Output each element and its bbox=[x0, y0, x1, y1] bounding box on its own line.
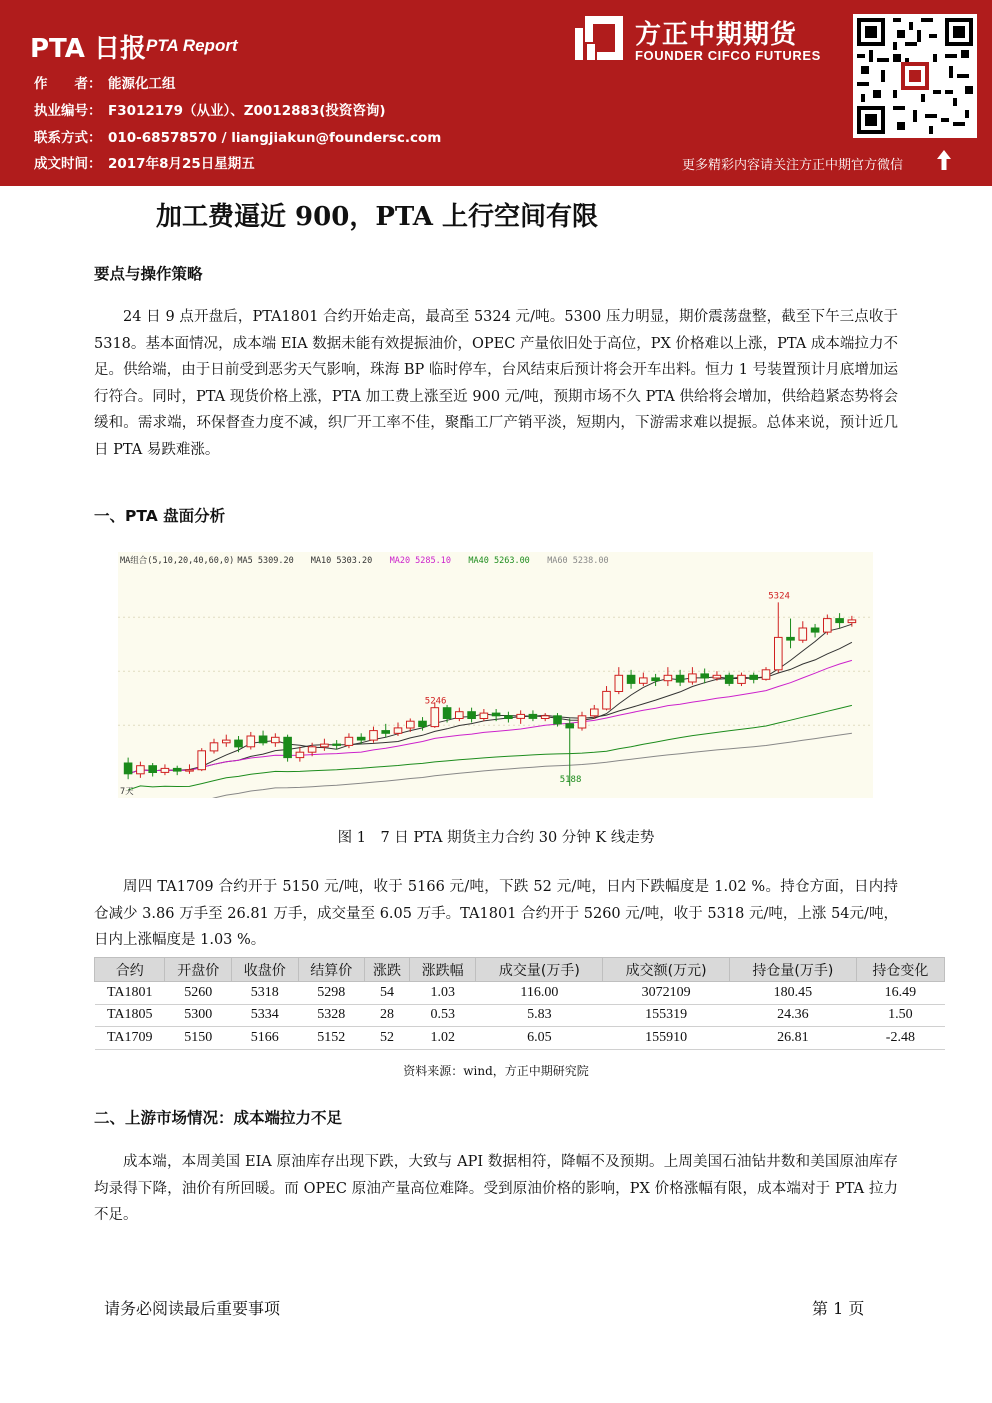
kline-chart-svg bbox=[118, 552, 873, 798]
table-cell: 155319 bbox=[603, 1004, 730, 1027]
date-line bbox=[34, 152, 255, 172]
candle-body bbox=[775, 637, 783, 669]
candle-body bbox=[762, 670, 770, 680]
table-header-cell: 持仓量(万手) bbox=[729, 958, 856, 982]
table-cell: 52 bbox=[365, 1027, 410, 1050]
table-row bbox=[95, 1027, 945, 1050]
candle-body bbox=[308, 747, 316, 752]
candle-body bbox=[173, 768, 181, 771]
wechat-qr-code[interactable] bbox=[853, 14, 977, 138]
table-cell: 1.50 bbox=[856, 1004, 944, 1027]
report-type-title: PTA 日报 bbox=[30, 34, 146, 64]
candle-body bbox=[468, 712, 476, 719]
candle-body bbox=[505, 716, 513, 719]
candle-body bbox=[272, 737, 280, 742]
candle-body bbox=[247, 736, 255, 747]
table-cell: TA1709 bbox=[95, 1027, 165, 1050]
candle-body bbox=[664, 675, 672, 680]
candle-body bbox=[149, 766, 157, 773]
candle-body bbox=[357, 737, 365, 740]
candle-body bbox=[517, 714, 525, 718]
table-cell: 5152 bbox=[298, 1027, 365, 1050]
table-row bbox=[95, 1004, 945, 1027]
section2-heading: 二、上游市场情况：成本端拉力不足 bbox=[94, 1109, 343, 1127]
candle-body bbox=[456, 712, 464, 719]
table-cell: 54 bbox=[365, 982, 410, 1005]
table-cell: 6.05 bbox=[476, 1027, 603, 1050]
table-row bbox=[95, 982, 945, 1005]
contact-value[interactable]: 010-68578570 / liangjiakun@foundersc.com bbox=[108, 130, 442, 146]
table-header-cell: 合约 bbox=[95, 958, 165, 982]
logo-text-en: FOUNDER CIFCO FUTURES bbox=[635, 48, 821, 63]
table-cell: 3072109 bbox=[603, 982, 730, 1005]
table-cell: 5328 bbox=[298, 1004, 365, 1027]
candle-body bbox=[198, 751, 206, 770]
table-header-cell: 收盘价 bbox=[232, 958, 299, 982]
candle-body bbox=[603, 691, 611, 709]
candle-body bbox=[382, 731, 390, 734]
candle-body bbox=[554, 716, 562, 724]
table-cell: 1.02 bbox=[409, 1027, 476, 1050]
candle-body bbox=[333, 744, 341, 745]
report-type-subtitle: PTA Report bbox=[146, 36, 238, 55]
price-annotation: 5246 bbox=[424, 696, 447, 707]
author-value: 能源化工组 bbox=[108, 76, 176, 92]
candle-body bbox=[492, 713, 500, 716]
section2-paragraph: 成本端，本周美国 EIA 原油库存出现下跌，大致与 API 数据相符，降幅不及预期。上周美国石油钻井数和美国原油库存均录得下降，油价有所回暖。而 OPEC 原油产量高位难降。受到原油价格的影响，PX 价格涨幅有限，成本端对于 PTA 拉力不足。 bbox=[94, 1154, 898, 1224]
table-header-cell: 涨跌 bbox=[365, 958, 410, 982]
table-cell: 5298 bbox=[298, 982, 365, 1005]
candle-body bbox=[541, 716, 549, 719]
report-title: 加工费逼近 900，PTA 上行空间有限 bbox=[156, 202, 599, 232]
candle-body bbox=[566, 724, 574, 728]
date-value: 2017年8月25日星期五 bbox=[108, 156, 255, 172]
candle-body bbox=[370, 731, 378, 741]
table-cell: 116.00 bbox=[476, 982, 603, 1005]
candle-body bbox=[848, 620, 856, 623]
legend-item: MA40 5263.00 bbox=[468, 556, 530, 566]
table-header-cell: 成交量(万手) bbox=[476, 958, 603, 982]
contract-table bbox=[94, 957, 945, 1050]
legend-item: MA60 5238.00 bbox=[547, 556, 609, 566]
candle-body bbox=[321, 744, 329, 747]
candle-body bbox=[223, 740, 231, 743]
table-source-note: 资料来源：wind，方正中期研究院 bbox=[403, 1064, 589, 1078]
table-cell: 5166 bbox=[232, 1027, 299, 1050]
candle-body bbox=[627, 675, 635, 683]
license-line bbox=[34, 99, 386, 119]
price-annotation: 5188 bbox=[559, 774, 582, 785]
candle-body bbox=[419, 721, 427, 726]
table-cell: 5.83 bbox=[476, 1004, 603, 1027]
candle-body bbox=[394, 728, 402, 733]
contact-line bbox=[34, 126, 441, 146]
candle-body bbox=[824, 619, 832, 633]
date-label: 成文时间： bbox=[34, 156, 102, 172]
table-cell: TA1805 bbox=[95, 1004, 165, 1027]
candle-body bbox=[799, 628, 807, 640]
footer-notice: 请务必阅读最后重要事项 bbox=[104, 1299, 281, 1318]
ma-line-5 bbox=[128, 624, 852, 774]
candle-body bbox=[725, 675, 733, 683]
qr-code-icon bbox=[857, 18, 973, 134]
section1-heading: 一、PTA 盘面分析 bbox=[94, 507, 226, 525]
kline-chart bbox=[118, 552, 873, 798]
candle-body bbox=[345, 737, 353, 745]
candle-body bbox=[161, 768, 169, 772]
table-cell: 5318 bbox=[232, 982, 299, 1005]
candle-body bbox=[137, 766, 145, 774]
summary-paragraph: 24 日 9 点开盘后，PTA1801 合约开始走高，最高至 5324 元/吨。5300 压力明显，期价震荡盘整，截至下午三点收于 5318。基本面情况，成本端 EIA 数据未能有效提振油价，OPEC 产量依旧处于高位，PX 价格难以上涨，PTA 成本端拉力不足。供给端，由于日前受到恶劣天气影响，珠海 BP 临时停车，台风结束后预计将会开车出料。恒力 1 号装置预计月底增加运行符合。同时，PTA 现货价格上涨，PTA 加工费上涨至近 900 元/吨，预期市场不久 PTA 供给将会增加，供给趋紧态势将会缓和。需求端，环保督查力度不减，织厂开工率不佳，聚酯工厂产销平淡，短期内，下游需求难以提振。总体来说，预计近几日 PTA 易跌难涨。 bbox=[94, 309, 898, 458]
contact-label: 联系方式： bbox=[34, 130, 102, 146]
table-cell: 28 bbox=[365, 1004, 410, 1027]
candle-body bbox=[676, 675, 684, 682]
candle-body bbox=[186, 770, 194, 771]
table-header-row bbox=[95, 958, 945, 982]
wechat-follow-note: 更多精彩内容请关注方正中期官方微信 bbox=[682, 158, 904, 173]
candle-body bbox=[407, 721, 415, 728]
table-cell: 24.36 bbox=[729, 1004, 856, 1027]
legend-item: MA组合(5,10,20,40,60,0) bbox=[120, 556, 235, 566]
logo-text-cn: 方正中期期货 bbox=[635, 20, 798, 50]
candle-body bbox=[235, 740, 243, 747]
table-cell: 0.53 bbox=[409, 1004, 476, 1027]
candle-body bbox=[296, 752, 304, 757]
legend-item: MA20 5285.10 bbox=[389, 556, 452, 566]
candle-body bbox=[284, 737, 292, 757]
table-cell: 5150 bbox=[165, 1027, 232, 1050]
summary-heading: 要点与操作策略 bbox=[94, 265, 203, 283]
section1-paragraph: 周四 TA1709 合约开于 5150 元/吨，收于 5166 元/吨，下跌 52 元/吨，日内下跌幅度是 1.02 %。持仓方面，日内持仓减少 3.86 万手至 26.81 万手，成交量至 6.05 万手。TA1801 合约开于 5260 元/吨，收于 5318 元/吨，上涨 54元/吨，日内上涨幅度是 1.03 %。 bbox=[94, 879, 898, 949]
up-arrow-icon bbox=[936, 149, 952, 171]
candle-body bbox=[591, 709, 599, 716]
candle-body bbox=[689, 674, 697, 682]
table-cell: 5334 bbox=[232, 1004, 299, 1027]
candle-body bbox=[259, 736, 267, 743]
author-line bbox=[34, 72, 176, 92]
founder-logo-icon bbox=[571, 12, 627, 64]
table-header-cell: 成交额(万元) bbox=[603, 958, 730, 982]
report-header bbox=[0, 0, 992, 186]
author-label: 作 者： bbox=[34, 76, 102, 92]
candle-body bbox=[615, 675, 623, 691]
candle-body bbox=[713, 675, 721, 678]
table-cell: 16.49 bbox=[856, 982, 944, 1005]
legend-item: MA10 5303.20 bbox=[310, 556, 373, 566]
table-header-cell: 涨跌幅 bbox=[409, 958, 476, 982]
candle-body bbox=[529, 714, 537, 718]
table-cell: 5260 bbox=[165, 982, 232, 1005]
table-header-cell: 开盘价 bbox=[165, 958, 232, 982]
table-cell: 26.81 bbox=[729, 1027, 856, 1050]
x-axis-label: 7天 bbox=[120, 787, 134, 797]
candle-body bbox=[750, 675, 758, 679]
candle-body bbox=[124, 763, 132, 774]
legend-item: MA5 5309.20 bbox=[237, 556, 294, 566]
table-header-cell: 结算价 bbox=[298, 958, 365, 982]
candle-body bbox=[811, 628, 819, 632]
table-cell: -2.48 bbox=[856, 1027, 944, 1050]
table-header-cell: 持仓变化 bbox=[856, 958, 944, 982]
candle-body bbox=[443, 708, 451, 719]
price-annotation: 5324 bbox=[768, 591, 790, 602]
table-cell: 5300 bbox=[165, 1004, 232, 1027]
table-cell: 180.45 bbox=[729, 982, 856, 1005]
page-number: 第 1 页 bbox=[812, 1299, 865, 1318]
license-label: 执业编号： bbox=[34, 103, 102, 119]
candle-body bbox=[836, 619, 844, 623]
candle-body bbox=[652, 678, 660, 681]
ma-line-10 bbox=[128, 642, 852, 774]
license-value: F3012179（从业）、Z0012883(投资咨询) bbox=[108, 103, 386, 119]
chart-caption: 图 1 7 日 PTA 期货主力合约 30 分钟 K 线走势 bbox=[337, 830, 655, 846]
table-cell: TA1801 bbox=[95, 982, 165, 1005]
table-cell: 155910 bbox=[603, 1027, 730, 1050]
candle-body bbox=[640, 678, 648, 683]
candle-body bbox=[210, 743, 218, 751]
candle-body bbox=[431, 708, 439, 727]
table-cell: 1.03 bbox=[409, 982, 476, 1005]
candle-body bbox=[787, 637, 795, 640]
company-logo bbox=[571, 12, 851, 68]
candle-body bbox=[578, 716, 586, 728]
candle-body bbox=[701, 674, 709, 678]
candle-body bbox=[738, 675, 746, 683]
candle-body bbox=[480, 713, 488, 718]
